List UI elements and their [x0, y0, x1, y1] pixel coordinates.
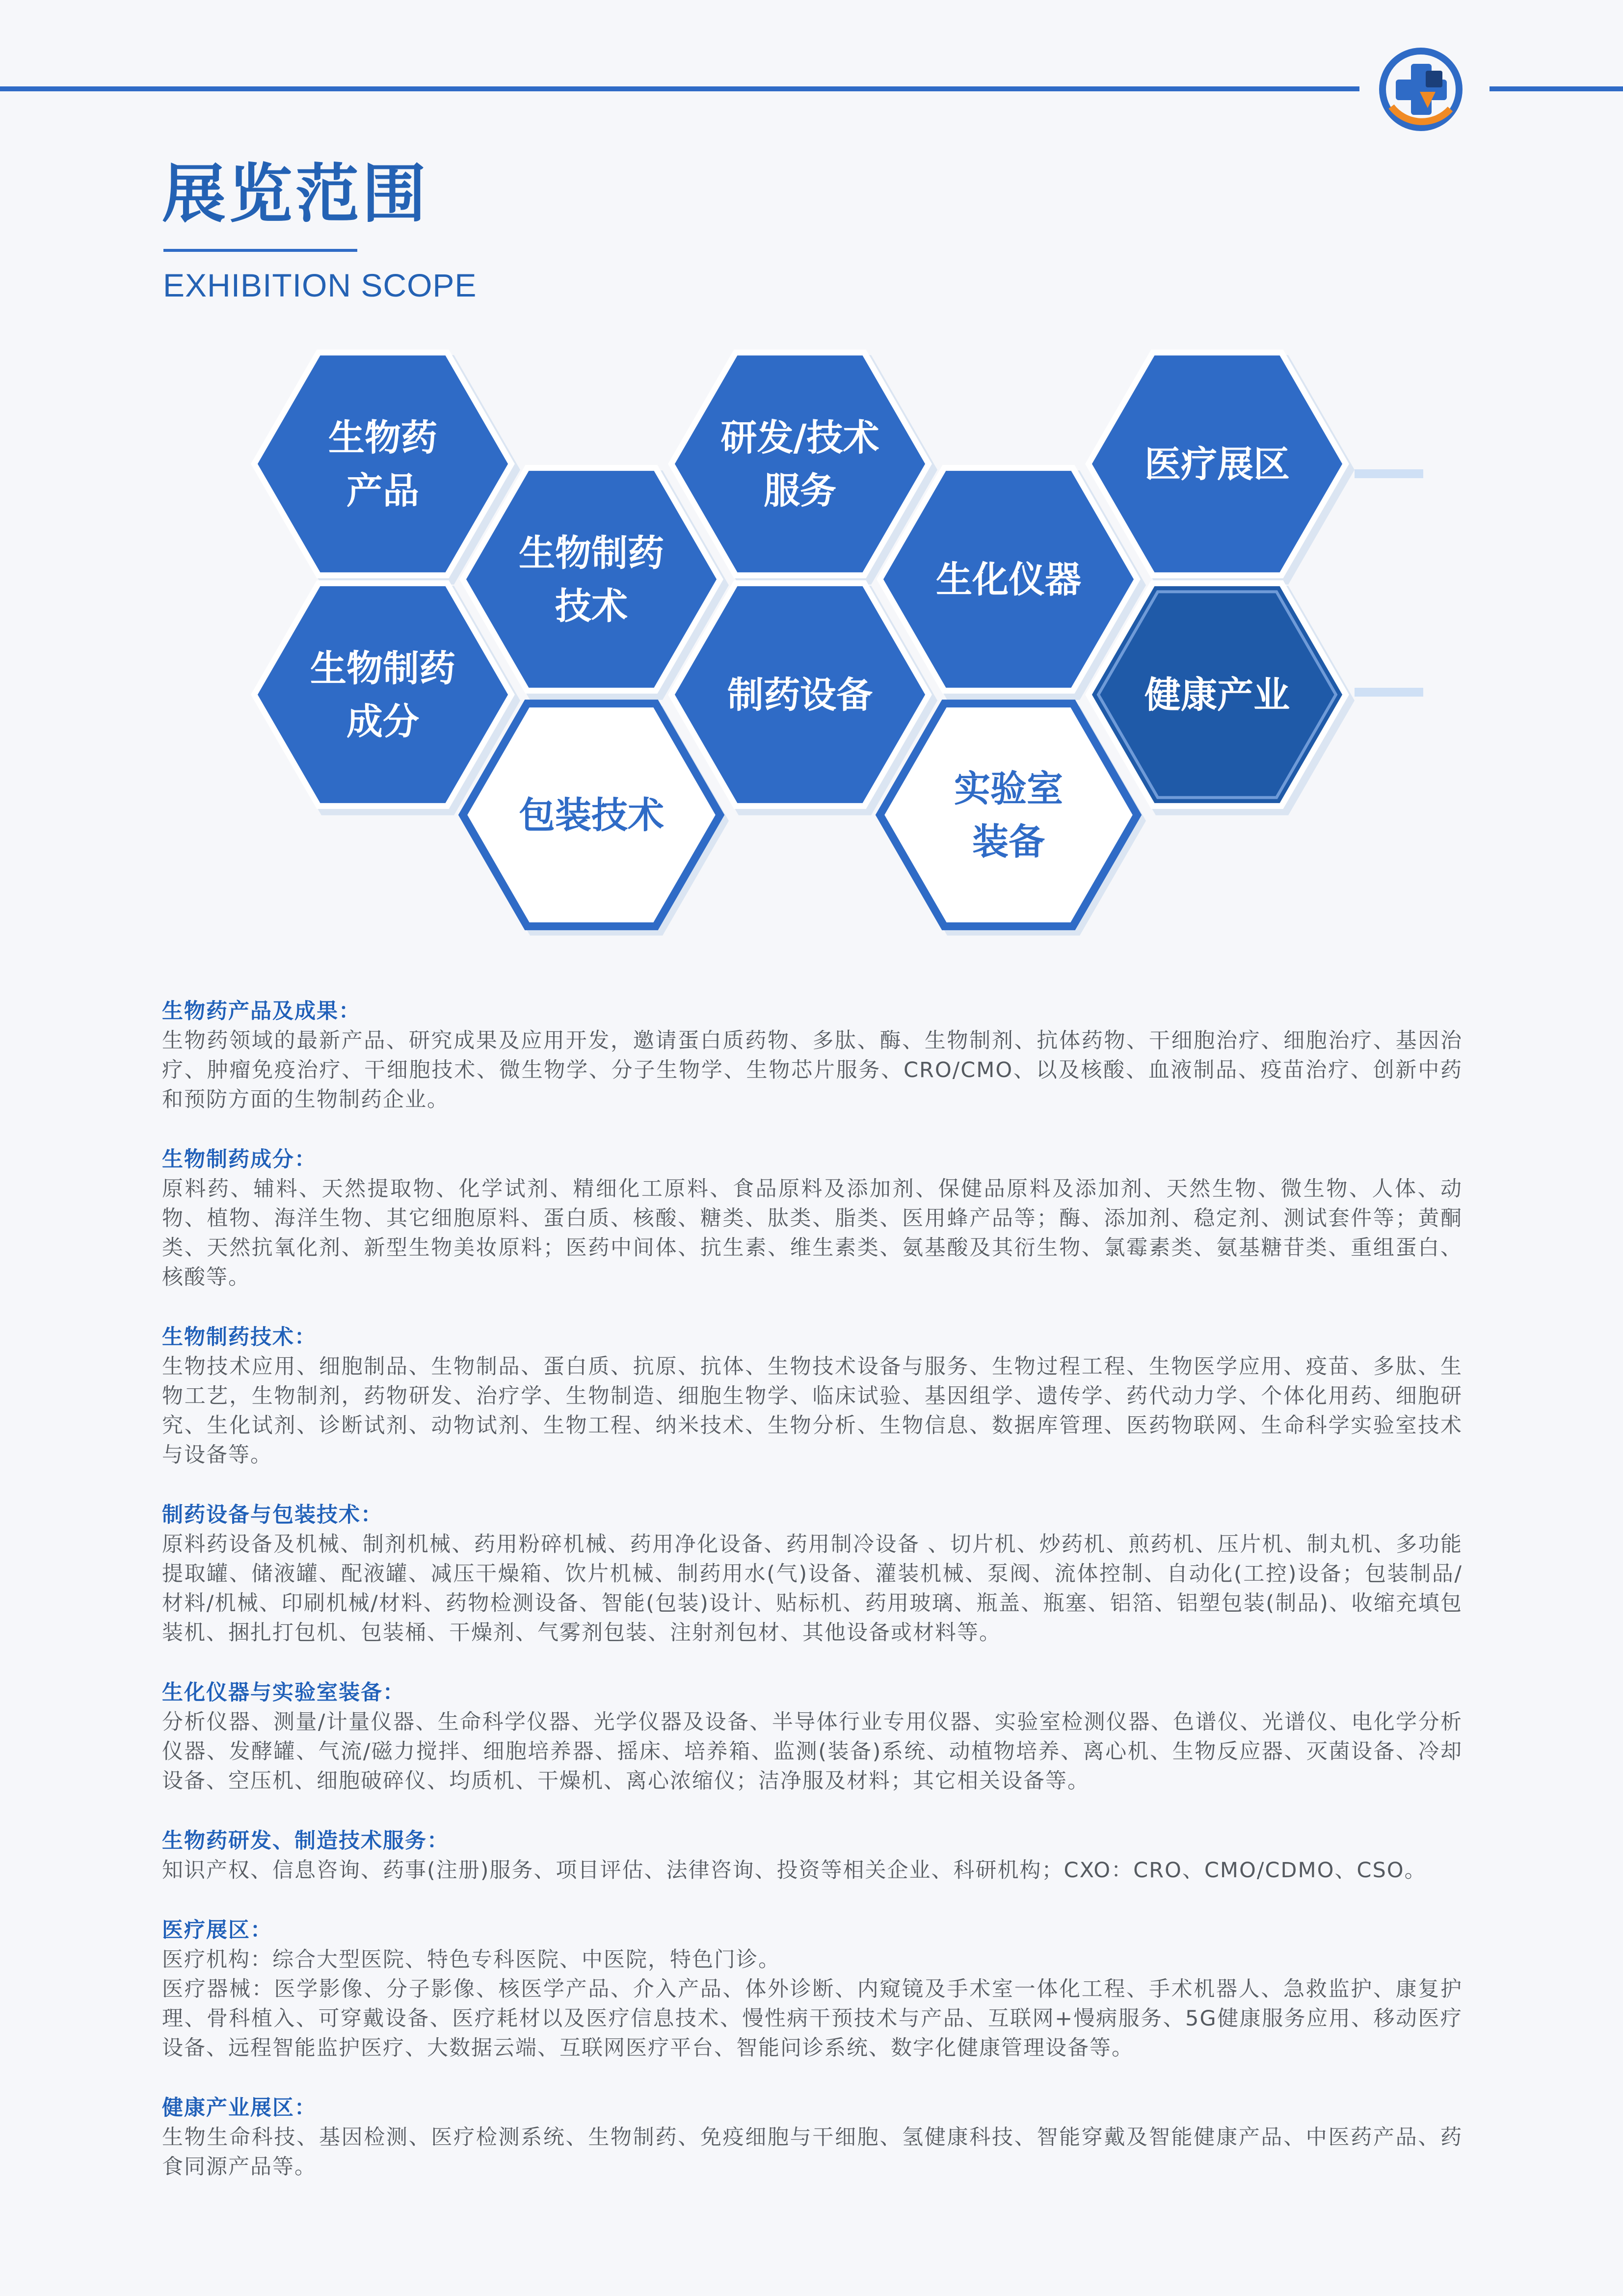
- scope-section: [162, 1826, 1463, 1885]
- hex-label: 产品: [346, 470, 419, 512]
- scope-section: [162, 1678, 1463, 1796]
- hex-label: 医疗展区: [1144, 443, 1290, 486]
- hex-label: 生物制药: [310, 648, 455, 690]
- section-body: 医疗器械：医学影像、分子影像、核医学产品、介入产品、体外诊断、内窥镜及手术室一体化工程、手术机器人、急救监护、康复护理、骨科植入、可穿戴设备、医疗耗材以及医疗信息技术、慢性病干预技术与产品、互联网+慢病服务、5G健康服务应用、移动医疗设备、远程智能监护医疗、大数据云端、互联网医疗平台、智能问诊系统、数字化健康管理设备等。: [162, 1977, 1463, 2060]
- hex-health-industry: [1089, 583, 1355, 815]
- page-title: 展览范围: [162, 157, 429, 231]
- hex-packaging-technology: [463, 703, 729, 936]
- section-title: 生物制药技术：: [162, 1325, 317, 1350]
- section-body: 医疗机构：综合大型医院、特色专科医院、中医院，特色门诊。: [162, 1947, 780, 1972]
- hex-label: 生化仪器: [936, 559, 1081, 601]
- section-body: 生物生命科技、基因检测、医疗检测系统、生物制药、免疫细胞与干细胞、氢健康科技、智能穿戴及智能健康产品、中医药产品、药食同源产品等。: [162, 2125, 1463, 2179]
- hex-label: 制药设备: [727, 674, 873, 716]
- section-title: 制药设备与包装技术：: [162, 1503, 383, 1527]
- section-title: 生物药研发、制造技术服务：: [162, 1829, 449, 1853]
- scope-section: [162, 1500, 1463, 1648]
- scope-hexagon-cluster: [0, 0, 1623, 957]
- hex-label: 成分: [346, 701, 419, 743]
- hex-label: 包装技术: [519, 794, 664, 837]
- scope-sections: [162, 997, 1463, 2212]
- hex-label: 装备: [972, 821, 1045, 863]
- hex-label: 生物制药: [519, 532, 664, 574]
- hex-label: 生物药: [328, 417, 437, 459]
- scope-section: [162, 997, 1463, 1114]
- section-title: 生物制药成分：: [162, 1147, 317, 1172]
- section-title: 医疗展区：: [162, 1918, 272, 1943]
- section-title: 健康产业展区：: [162, 2096, 317, 2120]
- hex-label: 研发/技术: [720, 417, 879, 459]
- scope-section: [162, 2093, 1463, 2182]
- scope-section: [162, 1916, 1463, 2063]
- section-body: 生物技术应用、细胞制品、生物制品、蛋白质、抗原、抗体、生物技术设备与服务、生物过程工程、生物医学应用、疫苗、多肽、生物工艺，生物制剂，药物研发、治疗学、生物制造、细胞生物学、临床试验、基因组学、遗传学、药代动力学、个体化用药、细胞研究、生化试剂、诊断试剂、动物试剂、生物工程、纳米技术、生物分析、生物信息、数据库管理、医药物联网、生命科学实验室技术与设备等。: [162, 1354, 1463, 1467]
- section-body: 原料药设备及机械、制剂机械、药用粉碎机械、药用净化设备、药用制冷设备 、切片机、炒药机、煎药机、压片机、制丸机、多功能提取罐、储液罐、配液罐、减压干燥箱、饮片机械、制药用水(气)设备、灌装机械、泵阀、流体控制、自动化(工控)设备；包装制品/材料/机械、印刷机械/材料、药物检测设备、智能(包装)设计、贴标机、药用玻璃、瓶盖、瓶塞、铝箔、铝塑包装(制品)、收缩充填包装机、捆扎打包机、包装桶、干燥剂、气雾剂包装、注射剂包材、其他设备或材料等。: [162, 1532, 1463, 1645]
- scope-section: [162, 1323, 1463, 1470]
- hex-lab-equipment: [880, 703, 1146, 936]
- section-title: 生物药产品及成果：: [162, 999, 361, 1024]
- section-body: 原料药、辅料、天然提取物、化学试剂、精细化工原料、食品原料及添加剂、保健品原料及添加剂、天然生物、微生物、人体、动物、植物、海洋生物、其它细胞原料、蛋白质、核酸、糖类、肽类、脂类、医用蜂产品等；酶、添加剂、稳定剂、测试套件等；黄酮类、天然抗氧化剂、新型生物美妆原料；医药中间体、抗生素、维生素类、氨基酸及其衍生物、氯霉素类、氨基糖苷类、重组蛋白、核酸等。: [162, 1177, 1463, 1290]
- page-subtitle: EXHIBITION SCOPE: [163, 267, 477, 303]
- section-body: 分析仪器、测量/计量仪器、生命科学仪器、光学仪器及设备、半导体行业专用仪器、实验室检测仪器、色谱仪、光谱仪、电化学分析仪器、发酵罐、气流/磁力搅拌、细胞培养器、摇床、培养箱、监测(装备)系统、动植物培养、离心机、生物反应器、灭菌设备、冷却设备、空压机、细胞破碎仪、均质机、干燥机、离心浓缩仪；洁净服及材料；其它相关设备等。: [162, 1710, 1463, 1793]
- hex-medical-exhibition: [1089, 352, 1355, 585]
- section-title: 生化仪器与实验室装备：: [162, 1680, 405, 1705]
- hex-label: 服务: [764, 470, 836, 512]
- scope-section: [162, 1145, 1463, 1292]
- section-body: 生物药领域的最新产品、研究成果及应用开发，邀请蛋白质药物、多肽、酶、生物制剂、抗体药物、干细胞治疗、细胞治疗、基因治疗、肿瘤免疫治疗、干细胞技术、微生物学、分子生物学、生物芯片服务、CRO/CMO、以及核酸、血液制品、疫苗治疗、创新中药和预防方面的生物制药企业。: [162, 1028, 1463, 1112]
- hex-label: 实验室: [954, 768, 1063, 810]
- hex-label: 健康产业: [1144, 674, 1290, 716]
- hex-label: 技术: [555, 585, 628, 627]
- section-body: 知识产权、信息咨询、药事(注册)服务、项目评估、法律咨询、投资等相关企业、科研机构；CXO：CRO、CMO/CDMO、CSO。: [162, 1858, 1427, 1883]
